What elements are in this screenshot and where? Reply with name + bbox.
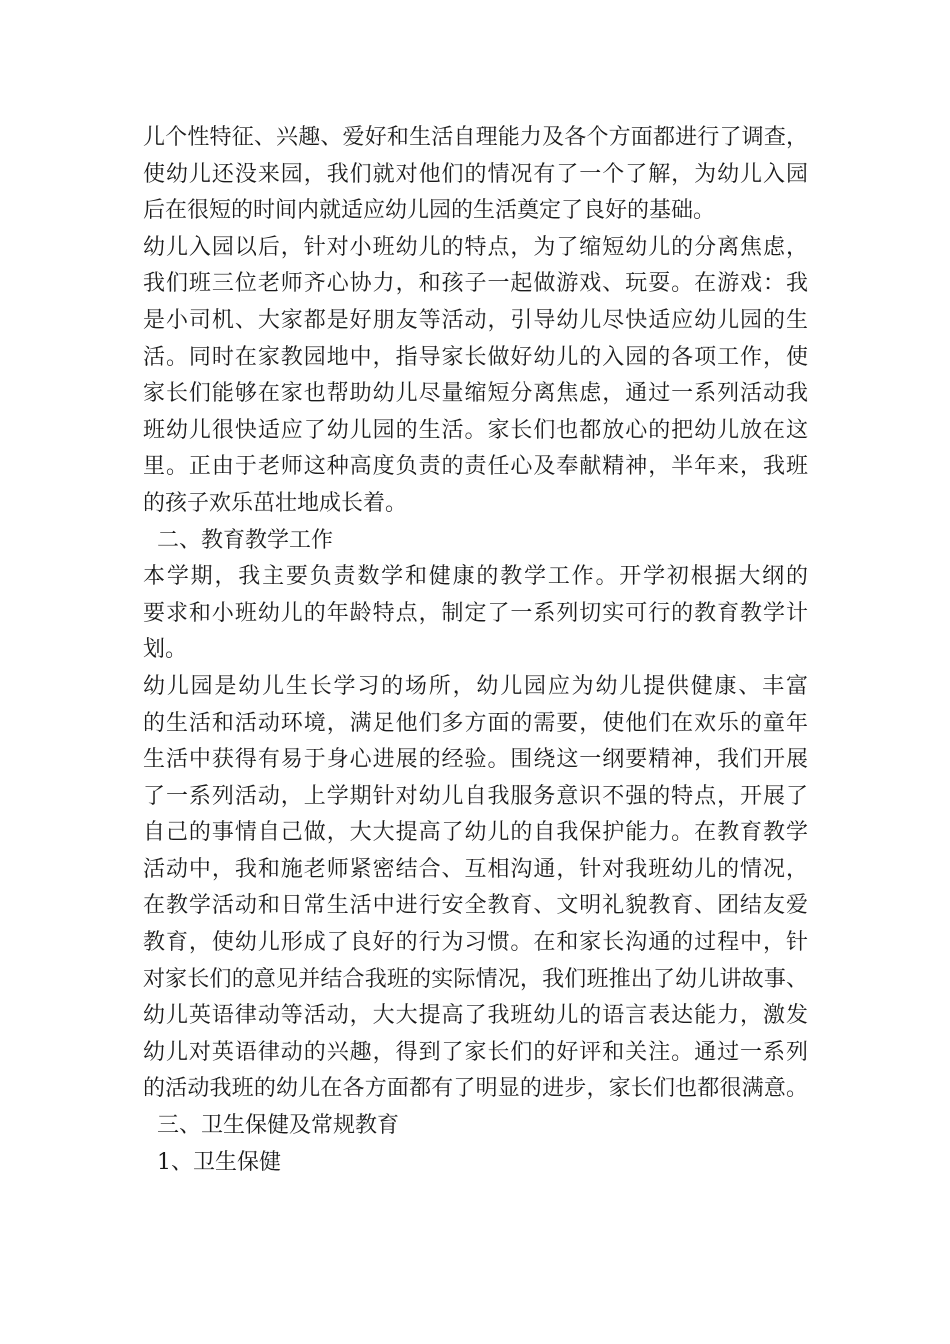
subsection-heading: 1、卫生保健 bbox=[143, 1149, 281, 1175]
paragraph-line: 划。 bbox=[143, 637, 188, 663]
section-heading: 二、教育教学工作 bbox=[143, 527, 333, 553]
paragraph-line: 儿个性特征、兴趣、爱好和生活自理能力及各个方面都进行了调查， bbox=[143, 125, 808, 150]
paragraph-line: 班幼儿很快适应了幼儿园的生活。家长们也都放心的把幼儿放在这 bbox=[143, 417, 808, 443]
paragraph-line: 后在很短的时间内就适应幼儿园的生活奠定了良好的基础。 bbox=[143, 198, 716, 224]
paragraph-line: 幼儿园是幼儿生长学习的场所，幼儿园应为幼儿提供健康、丰富 bbox=[143, 673, 808, 699]
paragraph-line: 教育，使幼儿形成了良好的行为习惯。在和家长沟通的过程中，针 bbox=[143, 930, 808, 956]
paragraph-line: 本学期，我主要负责数学和健康的教学工作。开学初根据大纲的 bbox=[143, 564, 808, 590]
paragraph-line: 活。同时在家教园地中，指导家长做好幼儿的入园的各项工作，使 bbox=[143, 344, 808, 370]
paragraph-line: 使幼儿还没来园，我们就对他们的情况有了一个了解，为幼儿入园 bbox=[143, 161, 808, 187]
paragraph-line: 对家长们的意见并结合我班的实际情况，我们班推出了幼儿讲故事、 bbox=[143, 966, 808, 992]
section-heading: 三、卫生保健及常规教育 bbox=[143, 1113, 399, 1139]
paragraph-line: 我们班三位老师齐心协力，和孩子一起做游戏、玩耍。在游戏：我 bbox=[143, 271, 808, 297]
paragraph-line: 幼儿英语律动等活动，大大提高了我班幼儿的语言表达能力，激发 bbox=[143, 1003, 808, 1029]
paragraph-line: 在教学活动和日常生活中进行安全教育、文明礼貌教育、团结友爱 bbox=[143, 893, 808, 919]
paragraph-line: 家长们能够在家也帮助幼儿尽量缩短分离焦虑，通过一系列活动我 bbox=[143, 381, 808, 407]
paragraph-line: 的活动我班的幼儿在各方面都有了明显的进步，家长们也都很满意。 bbox=[143, 1076, 808, 1102]
document-body bbox=[143, 120, 808, 1181]
paragraph-line: 幼儿对英语律动的兴趣，得到了家长们的好评和关注。通过一系列 bbox=[143, 1039, 808, 1065]
paragraph-line: 的孩子欢乐茁壮地成长着。 bbox=[143, 490, 408, 516]
paragraph-line: 幼儿入园以后，针对小班幼儿的特点，为了缩短幼儿的分离焦虑， bbox=[143, 234, 808, 260]
paragraph-line: 是小司机、大家都是好朋友等活动，引导幼儿尽快适应幼儿园的生 bbox=[143, 307, 808, 333]
paragraph-line: 活动中，我和施老师紧密结合、互相沟通，针对我班幼儿的情况， bbox=[143, 856, 808, 882]
paragraph-line: 生活中获得有易于身心进展的经验。围绕这一纲要精神，我们开展 bbox=[143, 747, 808, 773]
paragraph-line: 了一系列活动，上学期针对幼儿自我服务意识不强的特点，开展了 bbox=[143, 783, 808, 809]
paragraph-line: 自己的事情自己做，大大提高了幼儿的自我保护能力。在教育教学 bbox=[143, 820, 808, 846]
paragraph-line: 里。正由于老师这种高度负责的责任心及奉献精神，半年来，我班 bbox=[143, 454, 808, 480]
paragraph-line: 的生活和活动环境，满足他们多方面的需要，使他们在欢乐的童年 bbox=[143, 710, 808, 736]
paragraph-line: 要求和小班幼儿的年龄特点，制定了一系列切实可行的教育教学计 bbox=[143, 600, 808, 626]
